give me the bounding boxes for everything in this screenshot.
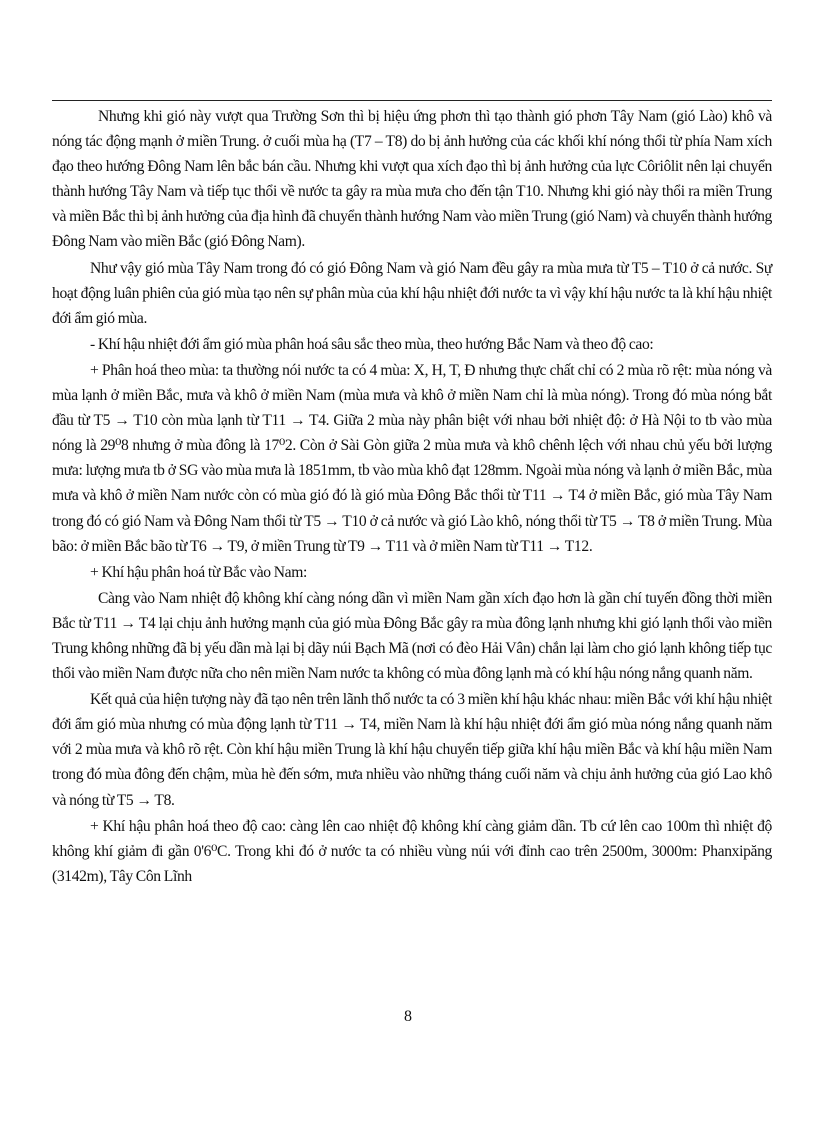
paragraph: + Khí hậu phân hoá theo độ cao: càng lên cao nhiệt độ không khí càng giảm dần. Tb cứ lên cao 100m thì nhiệt độ không khí giảm đi gần 0'6⁰C. Trong khi đó ở nước ta có nhiều vùng núi với đỉnh cao trên 2500m, 3000m: Phanxipăng (3142m), Tây Côn Lĩnh — [52, 817, 772, 885]
body-text — [52, 104, 772, 890]
paragraph: - Khí hậu nhiệt đới ẩm gió mùa phân hoá sâu sắc theo mùa, theo hướng Bắc Nam và theo độ cao: — [90, 335, 654, 353]
paragraph: Kết quả của hiện tượng này đã tạo nên trên lãnh thổ nước ta có 3 miền khí hậu khác nhau: miền Bắc với khí hậu nhiệt đới ẩm gió mùa nhưng có mùa động lạnh từ T11 → T4, miền Nam là khí hậu nhiệt đới ẩm gió mùa nóng nắng quanh năm với 2 mùa mưa và khô rõ rệt. Còn khí hậu miền Trung là khí hậu chuyển tiếp giữa khí hậu miền Bắc và khí hậu miền Nam trong đó mùa đông đến chậm, mùa hè đến sớm, mưa nhiều vào những tháng cuối năm và chịu ảnh hưởng của gió Lao khô và nóng từ T5 → T8. — [52, 691, 772, 809]
header-rule — [52, 100, 772, 101]
paragraph: Như vậy gió mùa Tây Nam trong đó có gió Đông Nam và gió Nam đều gây ra mùa mưa từ T5 – T10 ở cả nước. Sự hoạt động luân phiên của gió mùa tạo nên sự phân mùa của khí hậu nhiệt đới nước ta vì vậy khí hậu nước ta là khí hậu nhiệt đới ẩm gió mùa. — [52, 259, 772, 327]
paragraph: + Khí hậu phân hoá từ Bắc vào Nam: — [90, 563, 308, 581]
paragraph: + Phân hoá theo mùa: ta thường nói nước ta có 4 mùa: X, H, T, Đ nhưng thực chất chỉ có 2 mùa rõ rệt: mùa nóng và mùa lạnh ở miền Bắc, mưa và khô ở miền Nam (mùa mưa và khô ở miền Nam chỉ là mùa nóng). Trong đó mùa nóng bắt đầu từ T5 → T10 còn mùa lạnh từ T11 → T4. Giữa 2 mùa này phân biệt với nhau bởi nhiệt độ: ở Hà Nội to tb vào mùa nóng là 29⁰8 nhưng ở mùa đông là 17⁰2. Còn ở Sài Gòn giữa 2 mùa mưa và khô chênh lệch với nhau chủ yếu bởi lượng mưa: lượng mưa tb ở SG vào mùa mưa là 1851mm, tb vào mùa khô đạt 128mm. Ngoài mùa nóng và lạnh ở miền Bắc, mùa mưa và khô ở miền Nam nước còn có mùa gió đó là gió mùa Đông Bắc thổi từ T11 → T4 ở miền Bắc, gió mùa Tây Nam trong đó có gió Nam và Đông Nam thổi từ T5 → T10 ở cả nước và gió Lào khô, nóng thổi từ T5 → T8 ở miền Trung. Mùa bão: ở miền Bắc bão từ T6 → T9, ở miền Trung từ T9 → T11 và ở miền Nam từ T11 → T12. — [52, 361, 772, 555]
paragraph: Càng vào Nam nhiệt độ không khí càng nóng dần vì miền Nam gần xích đạo hơn là gần chí tuyến đồng thời miền Bắc từ T11 → T4 lại chịu ảnh hưởng mạnh của gió mùa Đông Bắc gây ra mùa đông lạnh nhưng khi gió lạnh thổi vào miền Trung không những đã bị yếu dần mà lại bị dãy núi Bạch Mã (nơi có đèo Hải Vân) chắn lại làm cho gió lạnh không tiếp tục thổi vào miền Nam được nữa cho nên miền Nam nước ta không có mùa đông lạnh mà có khí hậu nóng nắng quanh năm. — [52, 589, 772, 683]
paragraph: Nhưng khi gió này vượt qua Trường Sơn thì bị hiệu ứng phơn thì tạo thành gió phơn Tây Nam (gió Lào) khô và nóng tác động mạnh ở miền Trung. ở cuối mùa hạ (T7 – T8) do bị ảnh hưởng của các khối khí nóng thổi từ phía Nam xích đạo theo hướng Đông Nam lên bắc bán cầu. Nhưng khi vượt qua xích đạo thì bị ảnh hưởng của lực Côriôlit nên lại chuyển thành hướng Tây Nam và tiếp tục thổi về nước ta gây ra mùa mưa cho đến tận T10. Nhưng khi gió này thổi ra miền Trung và miền Bắc thì bị ảnh hưởng của địa hình đã chuyển thành hướng Nam vào miền Trung (gió Nam) và chuyển thành hướng Đông Nam vào miền Bắc (gió Đông Nam). — [52, 108, 772, 251]
page-number: 8 — [404, 1008, 412, 1025]
